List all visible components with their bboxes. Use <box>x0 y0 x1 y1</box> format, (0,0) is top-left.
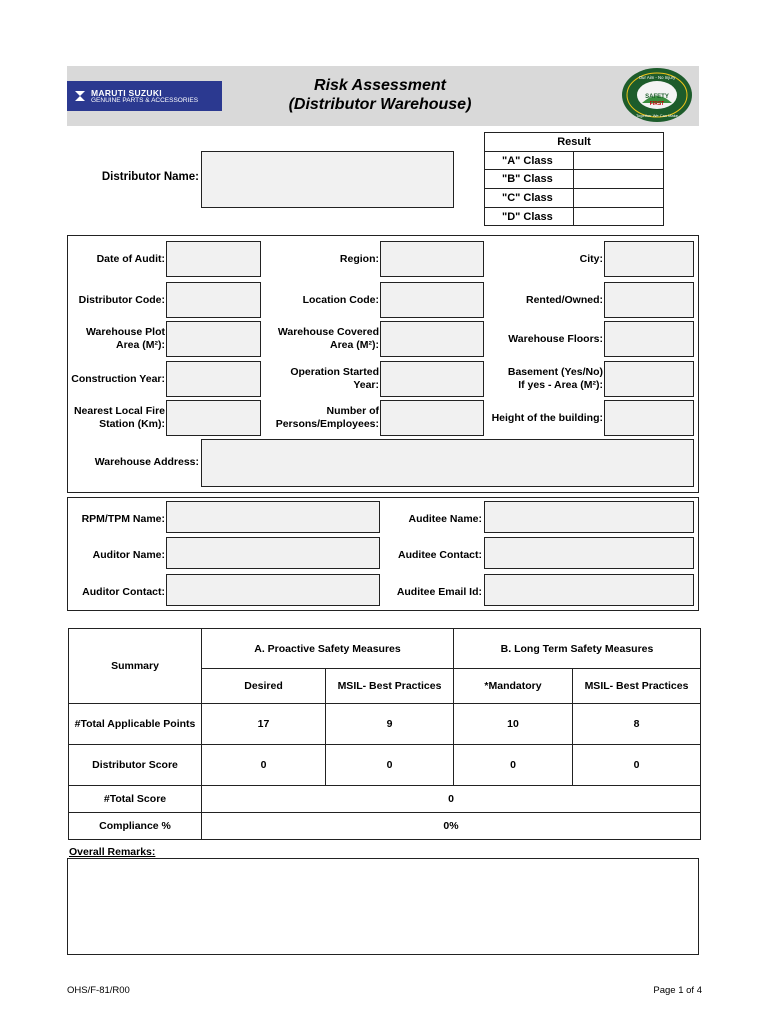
building-height-field[interactable] <box>604 400 694 436</box>
auditor-name-label: Auditor Name: <box>92 549 165 561</box>
summary-table <box>68 628 701 840</box>
doc-code: OHS/F-81/R00 <box>67 985 130 996</box>
overall-remarks-field[interactable] <box>67 858 699 955</box>
warehouse-plot-area-label <box>70 326 165 351</box>
auditee-name-label: Auditee Name: <box>408 513 482 525</box>
result-row <box>485 189 664 208</box>
row-label: Distributor Score <box>69 745 202 786</box>
row-label: #Total Applicable Points <box>69 704 202 745</box>
table-row <box>69 704 701 745</box>
region-label: Region: <box>339 253 379 265</box>
warehouse-covered-area-field[interactable] <box>380 321 484 357</box>
col-mandatory: *Mandatory <box>454 669 573 704</box>
result-header-row <box>485 133 664 152</box>
total-score-label: #Total Score <box>69 786 202 813</box>
cell-value: 17 <box>202 704 326 745</box>
auditor-contact-field[interactable] <box>166 574 380 606</box>
construction-year-field[interactable] <box>166 361 261 397</box>
auditee-email-field[interactable] <box>484 574 694 606</box>
auditee-email-label: Auditee Email Id: <box>396 586 482 598</box>
result-class-value[interactable] <box>574 207 664 226</box>
auditee-contact-label: Auditee Contact: <box>398 549 482 561</box>
col-msil-best-practices-a: MSIL- Best Practices <box>326 669 454 704</box>
warehouse-plot-area-field[interactable] <box>166 321 261 357</box>
persons-employees-label-line2: Persons/Employees: <box>275 417 379 430</box>
compliance-value: 0% <box>202 813 701 840</box>
cell-value: 0 <box>454 745 573 786</box>
group-b-header: B. Long Term Safety Measures <box>454 629 701 669</box>
warehouse-address-label: Warehouse Address: <box>94 456 199 468</box>
seal-bottom-text: Together We Can Make <box>636 113 678 118</box>
persons-employees-label-line1: Number of <box>326 405 379 417</box>
operation-started-label-line1: Operation Started <box>290 366 379 378</box>
result-class-label: "D" Class <box>485 207 574 226</box>
cell-value: 0 <box>573 745 701 786</box>
date-of-audit-field[interactable] <box>166 241 261 277</box>
location-code-label: Location Code: <box>302 294 379 306</box>
auditee-contact-field[interactable] <box>484 537 694 569</box>
auditee-name-field[interactable] <box>484 501 694 533</box>
logo-subtitle: GENUINE PARTS & ACCESSORIES <box>91 97 199 104</box>
result-class-label: "B" Class <box>485 170 574 189</box>
page-title: Risk Assessment <box>314 77 446 94</box>
fire-station-field[interactable] <box>166 400 261 436</box>
result-header: Result <box>485 133 664 152</box>
operation-started-label-line2: Year: <box>353 378 379 391</box>
rented-owned-field[interactable] <box>604 282 694 318</box>
page-number: Page 1 of 4 <box>653 985 702 996</box>
location-code-field[interactable] <box>380 282 484 318</box>
city-label: City: <box>579 253 603 265</box>
compliance-row <box>69 813 701 840</box>
basement-field[interactable] <box>604 361 694 397</box>
auditor-contact-label: Auditor Contact: <box>82 586 165 598</box>
construction-year-label: Construction Year: <box>71 373 165 385</box>
result-row <box>485 170 664 189</box>
result-row <box>485 207 664 226</box>
building-height-label: Height of the building: <box>491 412 603 424</box>
group-a-header: A. Proactive Safety Measures <box>202 629 454 669</box>
seal-top-text: Our Aim - No Injury <box>638 75 676 80</box>
total-score-value: 0 <box>202 786 701 813</box>
fire-station-label <box>68 405 165 430</box>
maruti-suzuki-logo <box>67 81 222 111</box>
table-row <box>69 745 701 786</box>
result-class-label: "C" Class <box>485 189 574 208</box>
cell-value: 9 <box>326 704 454 745</box>
cell-value: 0 <box>326 745 454 786</box>
suzuki-s-icon <box>72 88 88 104</box>
result-table <box>484 132 664 226</box>
persons-employees-field[interactable] <box>380 400 484 436</box>
col-desired: Desired <box>202 669 326 704</box>
cell-value: 0 <box>202 745 326 786</box>
rpm-tpm-name-field[interactable] <box>166 501 380 533</box>
result-class-value[interactable] <box>574 170 664 189</box>
warehouse-covered-area-label <box>262 326 379 351</box>
result-class-value[interactable] <box>574 189 664 208</box>
total-score-row <box>69 786 701 813</box>
warehouse-plot-area-label-line1: Warehouse Plot <box>86 326 165 338</box>
logo-brand: MARUTI SUZUKI <box>91 88 162 98</box>
compliance-label: Compliance % <box>69 813 202 840</box>
distributor-code-label: Distributor Code: <box>78 294 165 306</box>
result-class-label: "A" Class <box>485 151 574 170</box>
basement-label-line2: If yes - Area (M²): <box>518 378 603 391</box>
operation-started-label <box>262 366 379 391</box>
operation-started-field[interactable] <box>380 361 484 397</box>
overall-remarks-label: Overall Remarks: <box>69 846 156 858</box>
fire-station-label-line1: Nearest Local Fire <box>73 405 165 417</box>
warehouse-covered-area-label-line2: Area (M²): <box>330 338 379 351</box>
svg-text:SAFETY: SAFETY <box>645 94 669 100</box>
auditor-name-field[interactable] <box>166 537 380 569</box>
date-of-audit-label: Date of Audit: <box>96 253 165 265</box>
warehouse-covered-area-label-line1: Warehouse Covered <box>277 326 379 338</box>
page-subtitle: (Distributor Warehouse) <box>288 96 472 113</box>
result-class-value[interactable] <box>574 151 664 170</box>
basement-label-line1: Basement (Yes/No) <box>507 366 603 378</box>
summary-header-row <box>69 629 701 669</box>
region-field[interactable] <box>380 241 484 277</box>
warehouse-floors-field[interactable] <box>604 321 694 357</box>
warehouse-floors-label: Warehouse Floors: <box>508 333 603 345</box>
warehouse-plot-area-label-line2: Area (M²): <box>116 338 165 351</box>
result-row <box>485 151 664 170</box>
distributor-name-field[interactable] <box>201 151 454 208</box>
fire-station-label-line2: Station (Km): <box>99 417 165 430</box>
cell-value: 8 <box>573 704 701 745</box>
persons-employees-label <box>262 405 379 430</box>
cell-value: 10 <box>454 704 573 745</box>
safety-first-seal-icon <box>620 67 694 123</box>
col-msil-best-practices-b: MSIL- Best Practices <box>573 669 701 704</box>
summary-label: Summary <box>69 629 202 704</box>
distributor-name-label: Distributor Name: <box>101 171 199 183</box>
distributor-code-field[interactable] <box>166 282 261 318</box>
basement-label <box>486 366 603 391</box>
rented-owned-label: Rented/Owned: <box>525 294 603 306</box>
rpm-tpm-name-label: RPM/TPM Name: <box>81 513 165 525</box>
city-field[interactable] <box>604 241 694 277</box>
warehouse-address-field[interactable] <box>201 439 694 487</box>
svg-text:FIRST: FIRST <box>649 101 665 107</box>
